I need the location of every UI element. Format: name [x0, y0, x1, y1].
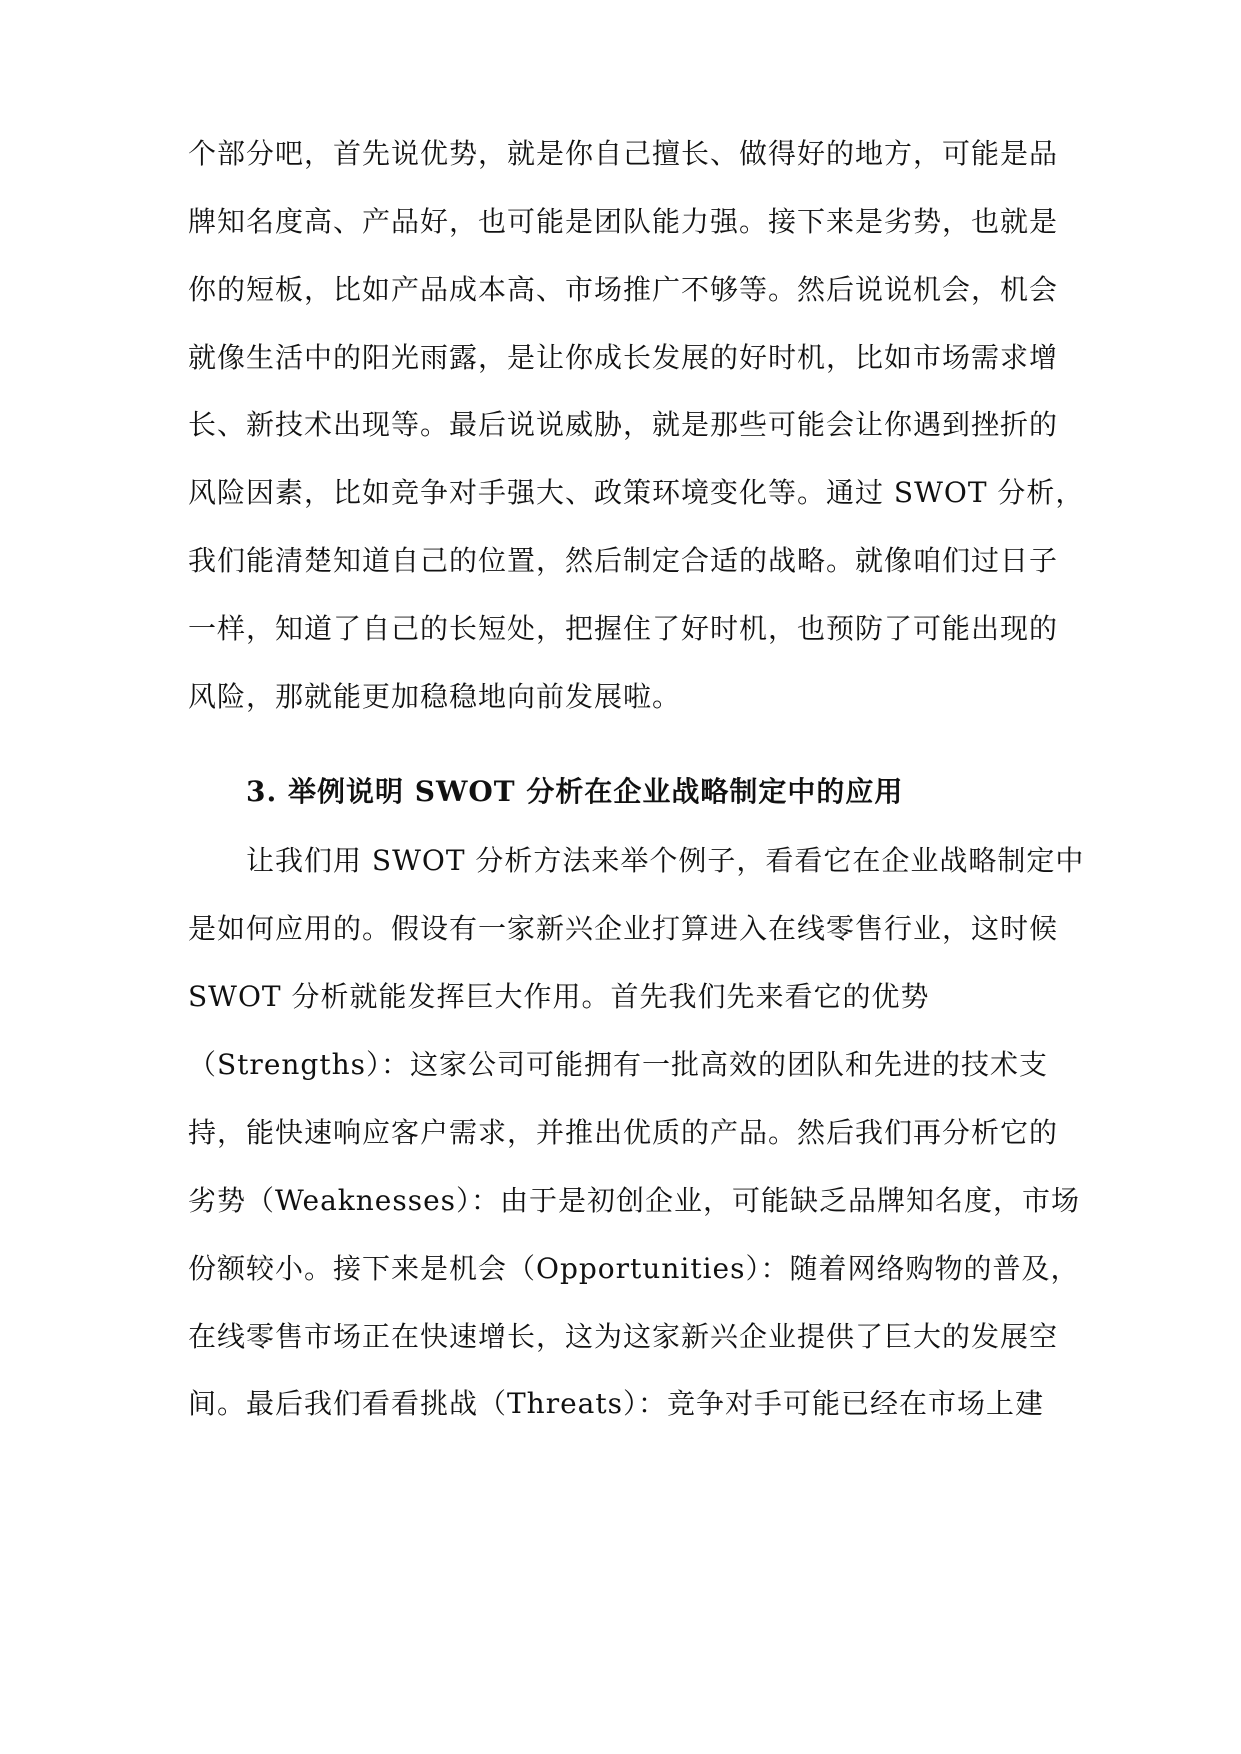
- paragraph-2-line-5: 持，能快速响应客户需求，并推出优质的产品。然后我们再分析它的: [188, 1116, 1059, 1149]
- paragraph-2-line-8: 在线零售市场正在快速增长，这为这家新兴企业提供了巨大的发展空: [188, 1320, 1059, 1353]
- paragraph-1-line-5: 长、新技术出现等。最后说说威胁，就是那些可能会让你遇到挫折的: [188, 408, 1059, 441]
- paragraph-2-line-6: 劣势（Weaknesses）：由于是初创企业，可能缺乏品牌知名度，市场: [188, 1184, 1081, 1217]
- paragraph-2-line-3: SWOT 分析就能发挥巨大作用。首先我们先来看它的优势: [188, 980, 930, 1013]
- paragraph-2-line-2: 是如何应用的。假设有一家新兴企业打算进入在线零售行业，这时候: [188, 912, 1059, 945]
- paragraph-1-line-2: 牌知名度高、产品好，也可能是团队能力强。接下来是劣势，也就是: [188, 205, 1059, 238]
- paragraph-1-line-3: 你的短板，比如产品成本高、市场推广不够等。然后说说机会，机会: [188, 273, 1059, 306]
- paragraph-1-line-9: 风险，那就能更加稳稳地向前发展啦。: [188, 680, 682, 713]
- paragraph-2-line-7: 份额较小。接下来是机会（Opportunities）：随着网络购物的普及，: [188, 1252, 1080, 1285]
- paragraph-2-line-1: 让我们用 SWOT 分析方法来举个例子，看看它在企业战略制定中: [246, 844, 1085, 877]
- paragraph-1-line-7: 我们能清楚知道自己的位置，然后制定合适的战略。就像咱们过日子: [188, 544, 1059, 577]
- paragraph-1-line-6: 风险因素，比如竞争对手强大、政策环境变化等。通过 SWOT 分析，: [188, 476, 1085, 509]
- paragraph-2-line-4: （Strengths）：这家公司可能拥有一批高效的团队和先进的技术支: [188, 1048, 1049, 1081]
- section-3-heading: 3. 举例说明 SWOT 分析在企业战略制定中的应用: [246, 775, 904, 808]
- paragraph-1-line-4: 就像生活中的阳光雨露，是让你成长发展的好时机，比如市场需求增: [188, 341, 1059, 374]
- paragraph-1-line-8: 一样，知道了自己的长短处，把握住了好时机，也预防了可能出现的: [188, 612, 1059, 645]
- paragraph-2-line-9: 间。最后我们看看挑战（Threats）：竞争对手可能已经在市场上建: [188, 1387, 1044, 1420]
- paragraph-1-line-1: 个部分吧，首先说优势，就是你自己擅长、做得好的地方，可能是品: [188, 137, 1059, 170]
